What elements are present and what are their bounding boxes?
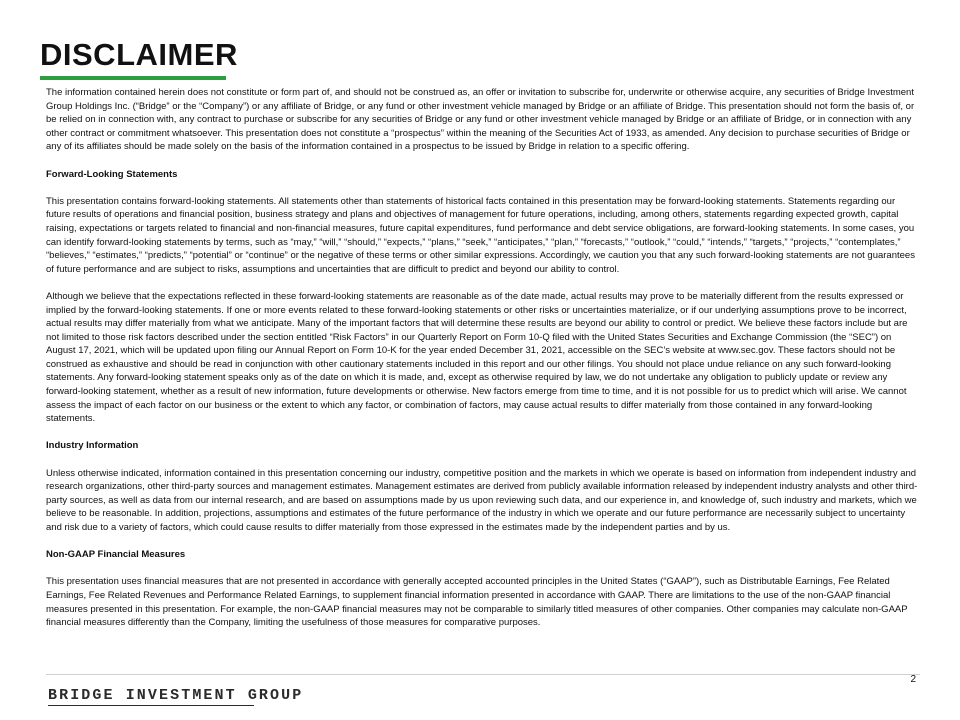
page-title: DISCLAIMER xyxy=(40,37,238,72)
section-heading-non-gaap: Non-GAAP Financial Measures xyxy=(46,549,186,561)
page-number: 2 xyxy=(910,674,916,685)
title-underline xyxy=(40,76,226,80)
footer-divider xyxy=(46,674,920,675)
industry-information-paragraph: Unless otherwise indicated, information contained in this presentation concerning our industry, competitive position and the markets in which we operate is based on information from independent industry and research organizations, other third-party sources and management estimates. Management estimates are derived from publicly available information released by independent industry analysts and other third-party sources, as well as data from our internal research, and are based on assumptions made by us upon reviewing such data, and our experience in, and knowledge of, such industry and markets, which we believe to be reasonable. In addition, projections, assumptions and estimates of the future performance of the industry in which we operate and our future performance are necessarily subject to uncertainty and risk due to a variety of factors, which could cause results to differ materially from those expressed in the estimates made by the independent parties and by us. xyxy=(46,467,918,533)
disclaimer-body xyxy=(46,86,920,630)
forward-looking-paragraph-2: Although we believe that the expectations reflected in these forward-looking statements are reasonable as of the date made, actual results may prove to be materially different from the results expressed or implied by the forward-looking statements. If one or more events related to these forward-looking statements or other risks or uncertainties materialize, or if our underlying assumptions prove to be incorrect, actual results may differ materially from what we anticipate. Many of the important factors that will determine these results are beyond our ability to control or predict. We believe these factors include but are not limited to those risk factors described under the section entitled “Risk Factors” in our Quarterly Report on Form 10-Q filed with the United States Securities and Exchange Commission (the “SEC”) on August 17, 2021, which will be updated upon filing our Annual Report on Form 10-K for the year ended December 31, 2021, accessible on the SEC’s website at www.sec.gov. These factors should not be construed as exhaustive and should be read in conjunction with other cautionary statements included in this report and our other filings. You should not place undue reliance on any such forward-looking statements. Any forward-looking statement speaks only as of the date on which it is made, and, except as otherwise required by law, we do not undertake any obligation to publicly update or review any forward-looking statement, whether as a result of new information, future developments or otherwise. New factors emerge from time to time, and it is not possible for us to predict which will arise. We cannot assess the impact of each factor on our business or the extent to which any factor, or combination of factors, may cause actual results to differ materially from those contained in any forward-looking statements. xyxy=(46,290,908,425)
forward-looking-paragraph-1: This presentation contains forward-looking statements. All statements other than statements of historical facts contained in this presentation may be forward-looking statements. Statements regarding our future results of operations and financial position, business strategy and plans and objectives of management for future operations, including, among others, statements regarding expected growth, capital raising, expectations or targets related to financial and non-financial measures, future capital expenditures, fund performance and debt service obligations, are forward-looking statements. In some cases, you can identify forward-looking statements by terms, such as “may,” “will,” “should,” “expects,” “plans,” “seek,” “anticipates,” “plan,” “forecasts,” “outlook,” “could,” “intends,” “targets,” “projects,” “contemplates,” “believes,” “estimates,” “predicts,” “potential” or “continue” or the negative of these terms or other similar expressions. Accordingly, we caution you that any such forward-looking statements are not guarantees of future performance and are subject to risks, assumptions and uncertainties that are difficult to predict and beyond our ability to control. xyxy=(46,195,915,275)
intro-paragraph: The information contained herein does not constitute or form part of, and should not be construed as, an offer or invitation to subscribe for, underwrite or otherwise acquire, any securities of Bridge Investment Group Holdings Inc. (“Bridge” or the “Company”) or any affiliate of Bridge, or any fund or other investment vehicle managed by Bridge or an affiliate of Bridge. This presentation should not form the basis of, or be relied on in connection with, any contract to purchase or subscribe for any securities of Bridge or any fund or other investment vehicle managed by Bridge or an affiliate of Bridge, or in connection with any other contract or commitment whatsoever. This presentation does not constitute a “prospectus” within the meaning of the Securities Act of 1933, as amended. Any decision to purchase securities of Bridge or any of its affiliates should be made solely on the basis of the information contained in a prospectus to be issued by Bridge in relation to a specific offering. xyxy=(46,87,915,153)
logo-underline xyxy=(48,705,254,706)
section-heading-forward-looking: Forward-Looking Statements xyxy=(46,168,178,180)
company-logo: BRIDGE INVESTMENT GROUP xyxy=(48,687,304,704)
section-heading-industry-information: Industry Information xyxy=(46,440,139,452)
non-gaap-paragraph: This presentation uses financial measures that are not presented in accordance with generally accepted accounted principles in the United States (“GAAP”), such as Distributable Earnings, Fee Related Earnings, Fee Related Revenues and Performance Related Earnings, to supplement financial information presented in accordance with GAAP. There are limitations to the use of the non-GAAP financial measures presented in this presentation. For example, the non-GAAP financial measures may not be comparable to similarly titled measures of other companies. Other companies may calculate non-GAAP financial measures differently than the Company, limiting the usefulness of those measures for comparative purposes. xyxy=(46,576,908,629)
